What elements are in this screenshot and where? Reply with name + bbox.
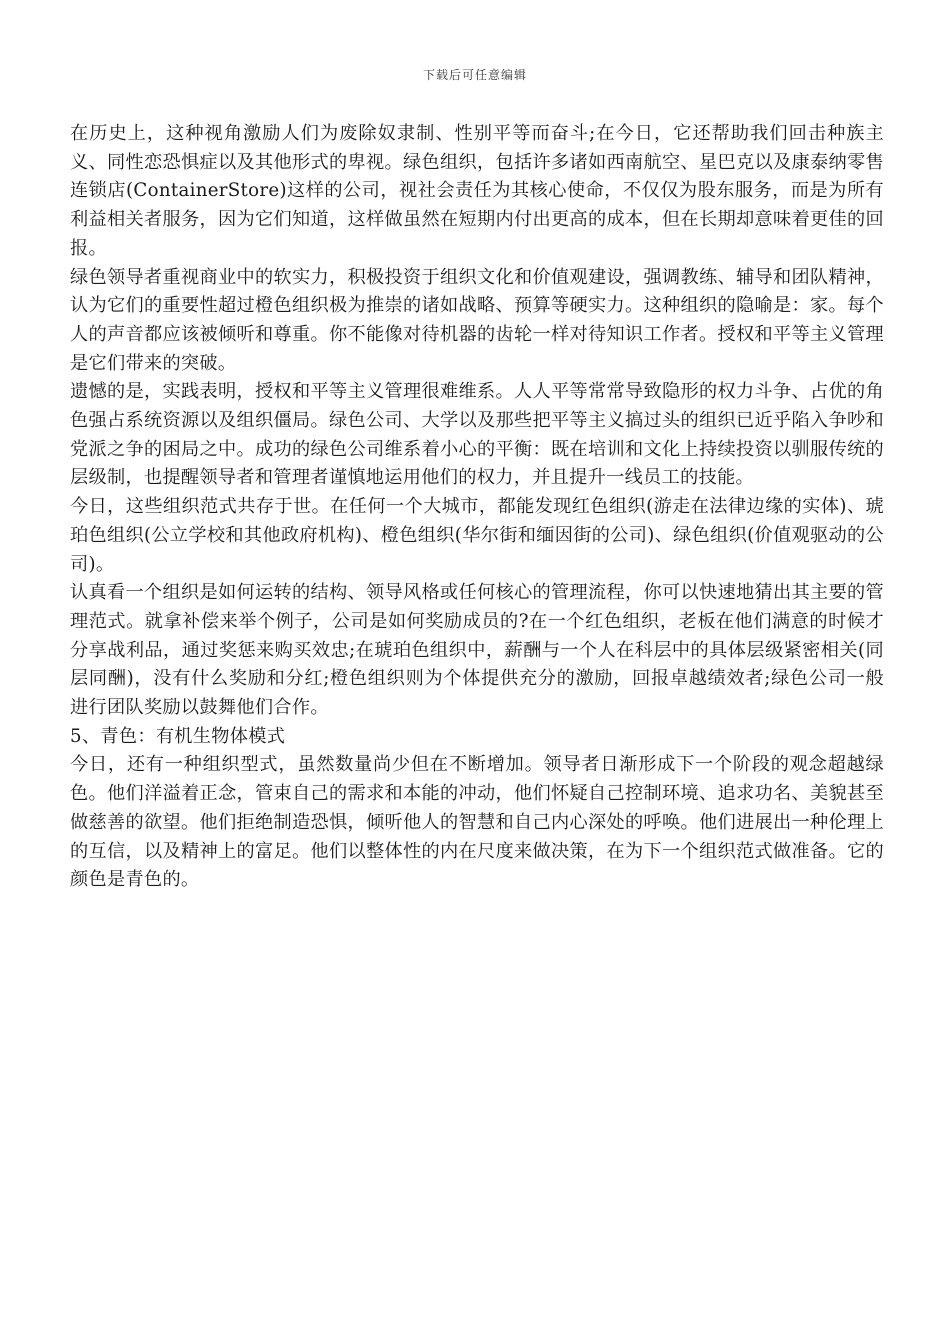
paragraph-green-leaders: 绿色领导者重视商业中的软实力，积极投资于组织文化和价值观建设，强调教练、辅导和团队精神，认为它们的重要性超过橙色组织极为推崇的诸如战略、预算等硬实力。这种组织的隐喻是：家。每个人的声音都应该被倾听和尊重。你不能像对待机器的齿轮一样对待知识工作者。授权和平等主义管理是它们带来的突破。 <box>70 266 884 374</box>
paragraph-paradigms-coexist: 今日，这些组织范式共存于世。在任何一个大城市，都能发现红色组织(游走在法律边缘的实体)、琥珀色组织(公立学校和其他政府机构)、橙色组织(华尔街和缅因街的公司)、绿色组织(价值观驱动的公司)。 <box>70 496 884 575</box>
paragraph-empowerment: 遗憾的是，实践表明，授权和平等主义管理很难维系。人人平等常常导致隐形的权力斗争、占优的角色强占系统资源以及组织僵局。绿色公司、大学以及那些把平等主义搞过头的组织已近乎陷入争吵和党派之争的困局之中。成功的绿色公司维系着小心的平衡：既在培训和文化上持续投资以驯服传统的层级制，也提醒领导者和管理者谨慎地运用他们的权力，并且提升一线员工的技能。 <box>70 381 884 489</box>
paragraph-compensation: 认真看一个组织是如何运转的结构、领导风格或任何核心的管理流程，你可以快速地猜出其主要的管理范式。就拿补偿来举个例子，公司是如何奖励成员的?在一个红色组织，老板在他们满意的时候才分享战利品，通过奖惩来购买效忠;在琥珀色组织中，薪酬与一个人在科层中的具体层级紧密相关(同层同酬)，没有什么奖励和分红;橙色组织则为个体提供充分的激励，回报卓越绩效者;绿色公司一般进行团队奖励以鼓舞他们合作。 <box>70 582 884 719</box>
paragraph-history: 在历史上，这种视角激励人们为废除奴隶制、性别平等而奋斗;在今日，它还帮助我们回击种族主义、同性恋恐惧症以及其他形式的卑视。绿色组织，包括许多诸如西南航空、星巴克以及康泰纳零售连锁店(ContainerStore)这样的公司，视社会责任为其核心使命，不仅仅为股东服务，而是为所有利益相关者服务，因为它们知道，这样做虽然在短期内付出更高的成本，但在长期却意味着更佳的回报。 <box>70 123 884 259</box>
section-heading-teal: 5、青色：有机生物体模式 <box>70 725 286 747</box>
paragraph-teal: 今日，还有一种组织型式，虽然数量尚少但在不断增加。领导者日渐形成下一个阶段的观念超越绿色。他们洋溢着正念，管束自己的需求和本能的冲动，他们怀疑自己控制环境、追求功名、美貌甚至做慈善的欲望。他们拒绝制造恐惧，倾听他人的智慧和自己内心深处的呼唤。他们进展出一种伦理上的互信，以及精神上的富足。他们以整体性的内在尺度来做决策，在为下一个组织范式做准备。它的颜色是青色的。 <box>70 754 884 891</box>
page-header: 下载后可任意编辑 <box>422 68 527 82</box>
document-body <box>70 120 884 895</box>
